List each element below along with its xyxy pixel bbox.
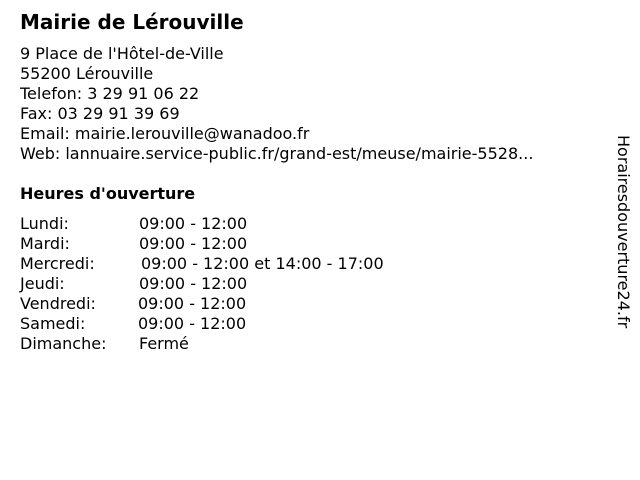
day-label: Dimanche: [20,334,107,353]
day-label: Mardi: [20,234,70,253]
day-label: Mercredi: [20,254,95,273]
day-label: Samedi: [20,314,86,333]
time-value: 09:00 - 12:00 [139,274,248,293]
email-address: Email: mairie.lerouville@wanadoo.fr [20,124,310,143]
time-value: Fermé [139,334,189,353]
time-value: 09:00 - 12:00 et 14:00 - 17:00 [141,254,384,273]
site-watermark: Horairesdouverture24.fr [614,135,633,329]
time-value: 09:00 - 12:00 [138,314,247,333]
page-title: Mairie de Lérouville [20,10,244,34]
opening-hours-heading: Heures d'ouverture [20,184,196,203]
day-label: Jeudi: [20,274,65,293]
website-link: Web: lannuaire.service-public.fr/grand-est/meuse/mairie-5528... [20,144,534,163]
time-value: 09:00 - 12:00 [138,294,247,313]
contact-info [20,44,533,164]
day-label: Vendredi: [20,294,96,313]
time-value: 09:00 - 12:00 [139,214,248,233]
day-label: Lundi: [20,214,69,233]
phone-number: Telefon: 3 29 91 06 22 [20,84,200,103]
fax-number: Fax: 03 29 91 39 69 [20,104,180,123]
city-address: 55200 Lérouville [20,64,154,83]
street-address: 9 Place de l'Hôtel-de-Ville [20,44,224,63]
time-value: 09:00 - 12:00 [139,234,248,253]
